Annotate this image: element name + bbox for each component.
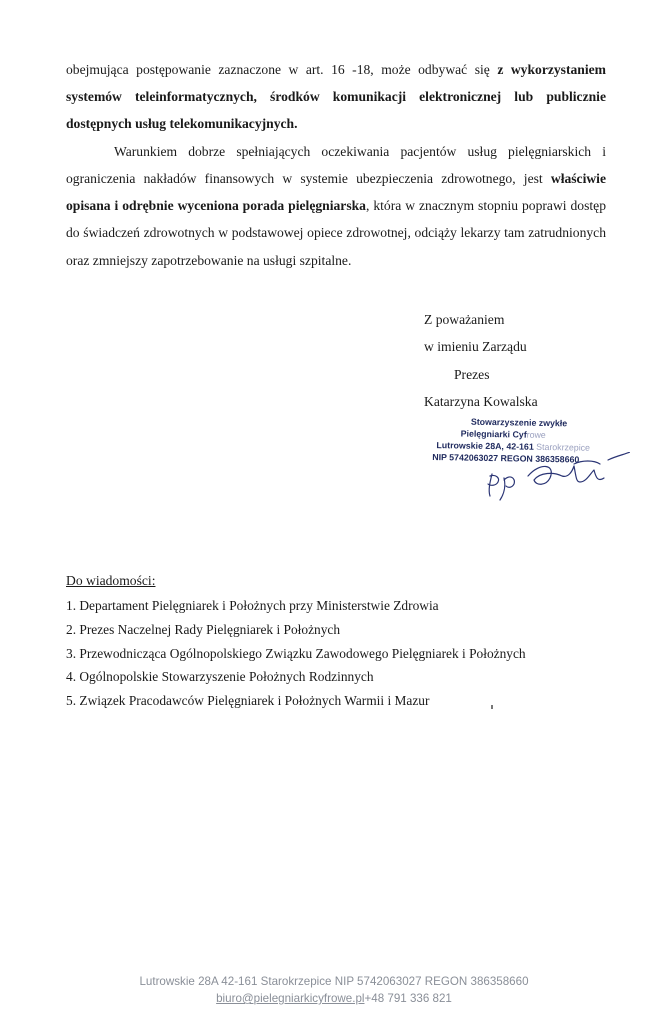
recipients-list xyxy=(66,594,526,713)
paragraph-2 xyxy=(66,138,606,274)
paragraph-1 xyxy=(66,56,606,138)
stamp-line-1-text: Stowarzyszenie zwykłe xyxy=(470,416,568,429)
footer-address: Lutrowskie 28A 42-161 Starokrzepice NIP 5742063027 REGON 386358660 xyxy=(139,975,529,988)
footer-email[interactable]: biuro@pielegniarkicyfrowe.pl xyxy=(216,992,365,1005)
handwritten-signature xyxy=(470,452,630,502)
footer-phone: +48 791 336 821 xyxy=(364,992,452,1005)
paragraph-2-text-b: , która w znacznym stopniu poprawi dostęp do świadczeń zdrowotnych w podstawowej opiece zdrowotnej, odciąży lekarzy tam zatrudnionych oraz zmniejszy zapotrzebowanie na usługi szpitalne. xyxy=(66,198,607,268)
stamp-line-3-faded: Starokrzepice xyxy=(536,441,591,453)
recipient-item: 3. Przewodnicząca Ogólnopolskiego Związku Zawodowego Pielęgniarek i Położnych xyxy=(66,645,526,661)
paragraph-2-text-a: Warunkiem dobrze spełniających oczekiwania pacjentów usług pielęgniarskich i ograniczenia nakładów finansowych w systemie ubezpieczenia zdrowotnego, jest xyxy=(66,143,606,186)
closing-role: Prezes xyxy=(454,366,490,382)
recipient-item: 4. Ogólnopolskie Stowarzyszenie Położnych Rodzinnych xyxy=(66,669,374,685)
stamp-line-2-faded: rowe xyxy=(526,429,546,440)
paragraph-1-bold: z wykorzystaniem systemów teleinformatycznych, środków komunikacji elektronicznej lub publicznie dostępnych usług telekomunikacyjnych. xyxy=(66,61,606,132)
notice-title: Do wiadomości: xyxy=(66,573,156,588)
paragraph-1-text: obejmująca postępowanie zaznaczone w art. 16 -18, może odbywać się xyxy=(66,61,498,77)
paragraph-2-bold: właściwie opisana i odrębnie wyceniona porada pielęgniarska xyxy=(66,170,606,214)
closing-on-behalf: w imieniu Zarządu xyxy=(424,339,527,355)
closing-block xyxy=(424,306,538,415)
footer-contact xyxy=(0,992,668,1005)
recipient-item: 5. Związek Pracodawców Pielęgniarek i Położnych Warmii i Mazur xyxy=(66,693,430,709)
closing-name: Katarzyna Kowalska xyxy=(424,393,538,409)
closing-greeting: Z poważaniem xyxy=(424,312,505,327)
stray-mark xyxy=(491,705,493,709)
stamp-line-3-text: Lutrowskie 28A, 42-161 xyxy=(436,440,537,452)
recipient-item: 2. Prezes Naczelnej Rady Pielęgniarek i Położnych xyxy=(66,621,341,637)
recipient-item: 1. Departament Pielęgniarek i Położnych przy Ministerstwie Zdrowia xyxy=(66,598,439,613)
stamp-line-2-text: Pielęgniarki Cyf xyxy=(460,428,527,440)
stamp-line-4: NIP 5742063027 REGON 386358660 xyxy=(432,451,580,465)
